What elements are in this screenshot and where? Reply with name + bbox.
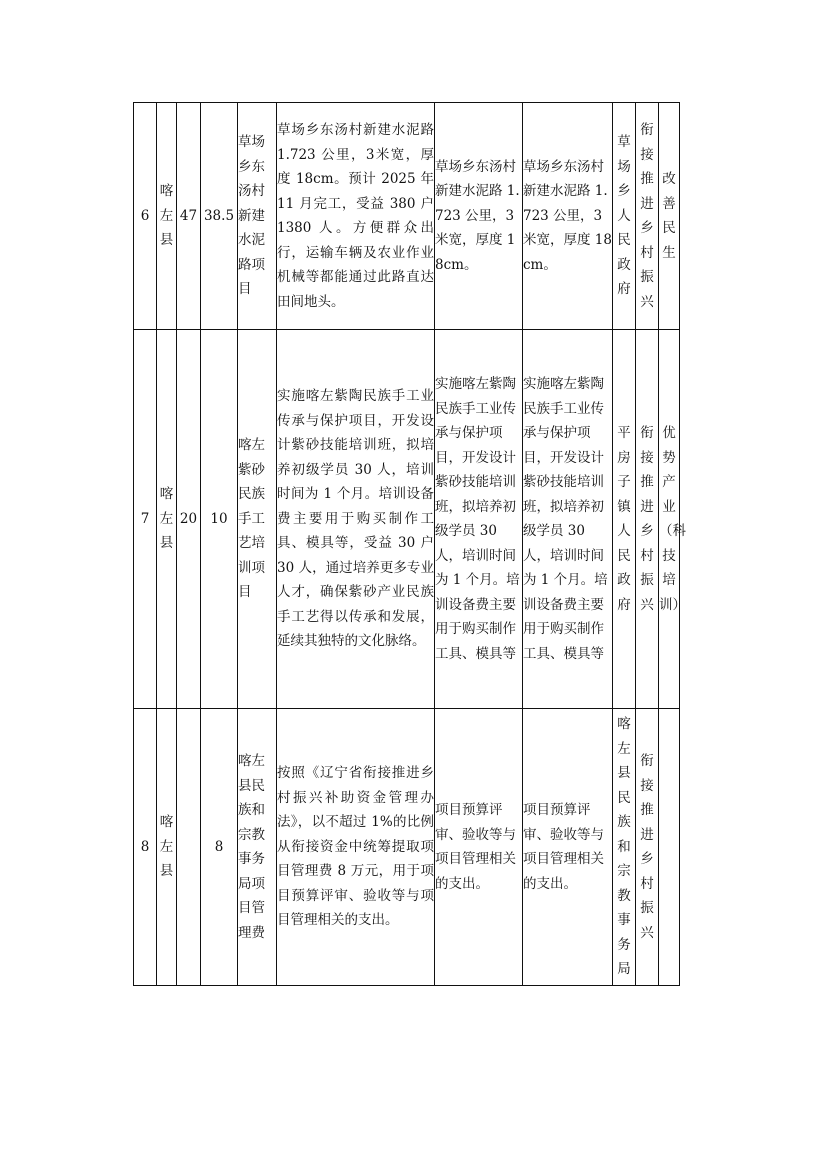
project-name-cell: 喀左县民族和宗教事务局项目管理费 (238, 709, 277, 986)
amount-total-cell (177, 709, 201, 986)
county-cell: 喀左县 (157, 330, 177, 709)
amount-fund-cell: 8 (201, 709, 238, 986)
table-row (134, 330, 680, 709)
table-row (134, 103, 680, 330)
output-target-cell: 草场乡东汤村新建水泥路 1.723 公里，3 米宽，厚度 18cm。 (435, 103, 523, 330)
amount-fund-cell: 38.5 (201, 103, 238, 330)
county-cell: 喀左县 (157, 709, 177, 986)
effect-target-cell: 草场乡东汤村新建水泥路 1.723 公里，3 米宽，厚度 18cm。 (523, 103, 613, 330)
amount-total-cell: 47 (177, 103, 201, 330)
category-cell: 衔接推进乡村振兴 (636, 330, 659, 709)
output-target-cell: 项目预算评审、验收等与项目管理相关的支出。 (435, 709, 523, 986)
row-number: 7 (134, 330, 157, 709)
amount-fund-cell: 10 (201, 330, 238, 709)
project-table (133, 102, 686, 986)
county-cell: 喀左县 (157, 103, 177, 330)
output-target-cell: 实施喀左紫陶民族手工业传承与保护项目，开发设计紫砂技能培训班，拟培养初级学员 30 人，培训时间为 1 个月。培训设备费主要用于购买制作工具、模具等 (435, 330, 523, 709)
row-number: 6 (134, 103, 157, 330)
row-number: 8 (134, 709, 157, 986)
table-row (134, 709, 680, 986)
category-cell: 衔接推进乡村振兴 (636, 709, 659, 986)
project-content-cell: 实施喀左紫陶民族手工业传承与保护项目，开发设计紫砂技能培训班，拟培养初级学员 30 人，培训时间为 1 个月。培训设备费主要用于购买制作工具、模具等，受益 30 户 30 人，通过培养更多专业人才，确保紫砂产业民族手工艺得以传承和发展，延续其独特的文化脉络。 (277, 330, 435, 709)
effect-target-cell: 项目预算评审、验收等与项目管理相关的支出。 (523, 709, 613, 986)
project-content-cell: 按照《辽宁省衔接推进乡村振兴补助资金管理办法》，以不超过 1%的比例从衔接资金中统筹提取项目管理费 8 万元，用于项目预算评审、验收等与项目管理相关的支出。 (277, 709, 435, 986)
effect-target-cell: 实施喀左紫陶民族手工业传承与保护项目，开发设计紫砂技能培训班，拟培养初级学员 30 人，培训时间为 1 个月。培训设备费主要用于购买制作工具、模具等 (523, 330, 613, 709)
project-name-cell: 喀左紫砂民族手工艺培训项目 (238, 330, 277, 709)
implementing-unit-cell: 草场乡人民政府 (613, 103, 636, 330)
project-name-cell: 草场乡东汤村新建水泥路项目 (238, 103, 277, 330)
project-content-cell: 草场乡东汤村新建水泥路 1.723 公里，3米宽，厚度 18cm。预计 2025 年 11 月完工，受益 380 户 1380 人。方便群众出行，运输车辆及农业作业机械等都能通过此路直达田间地头。 (277, 103, 435, 330)
amount-total-cell: 20 (177, 330, 201, 709)
project-type-cell: 优势产业（科技培训） (659, 330, 680, 709)
implementing-unit-cell: 喀左县民族和宗教事务局 (613, 709, 636, 986)
implementing-unit-cell: 平房子镇人民政府 (613, 330, 636, 709)
category-cell: 衔接推进乡村振兴 (636, 103, 659, 330)
project-type-cell (659, 709, 680, 986)
project-type-cell: 改善民生 (659, 103, 680, 330)
